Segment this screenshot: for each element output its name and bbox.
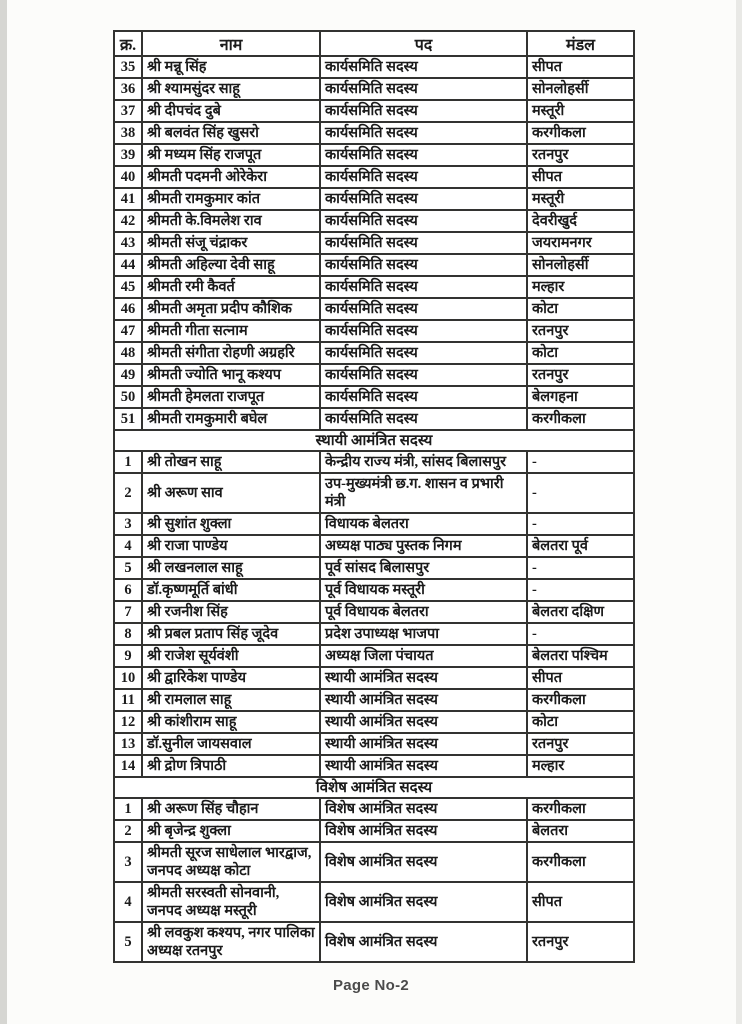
serial-cell: 47 (114, 320, 142, 342)
serial-cell: 51 (114, 408, 142, 430)
table-row (114, 755, 634, 777)
name-cell: श्रीमती रमी कैवर्त (142, 276, 320, 298)
mandal-cell: करगीकला (527, 798, 634, 820)
mandal-cell: - (527, 451, 634, 473)
name-cell: श्रीमती हेमलता राजपूत (142, 386, 320, 408)
mandal-cell: मल्हार (527, 755, 634, 777)
mandal-cell: - (527, 623, 634, 645)
mandal-cell: रतनपुर (527, 144, 634, 166)
name-cell: श्रीमती ज्योति भानू कश्यप (142, 364, 320, 386)
table-row (114, 689, 634, 711)
name-cell: श्री लवकुश कश्यप, नगर पालिका अध्यक्ष रतनपुर (142, 922, 320, 962)
name-cell: श्री मन्नू सिंह (142, 56, 320, 78)
mandal-cell: बेलतरा पूर्व (527, 535, 634, 557)
post-cell: कार्यसमिति सदस्य (320, 298, 527, 320)
table-row (114, 557, 634, 579)
table-row (114, 645, 634, 667)
mandal-cell: सोनलोहर्सी (527, 78, 634, 100)
table-row (114, 623, 634, 645)
post-cell: प्रदेश उपाध्यक्ष भाजपा (320, 623, 527, 645)
table-row (114, 188, 634, 210)
serial-cell: 4 (114, 882, 142, 922)
post-cell: अध्यक्ष जिला पंचायत (320, 645, 527, 667)
table-row (114, 386, 634, 408)
mandal-cell: करगीकला (527, 842, 634, 882)
name-cell: श्रीमती अहिल्या देवी साहू (142, 254, 320, 276)
mandal-cell: मस्तूरी (527, 188, 634, 210)
mandal-cell: रतनपुर (527, 320, 634, 342)
post-cell: पूर्व सांसद बिलासपुर (320, 557, 527, 579)
post-cell: पूर्व विधायक मस्तूरी (320, 579, 527, 601)
post-cell: स्थायी आमंत्रित सदस्य (320, 689, 527, 711)
serial-cell: 49 (114, 364, 142, 386)
table-row (114, 408, 634, 430)
scan-edge-right (736, 0, 742, 1024)
name-cell: श्री कांशीराम साहू (142, 711, 320, 733)
serial-cell: 14 (114, 755, 142, 777)
post-cell: कार्यसमिति सदस्य (320, 408, 527, 430)
name-cell: श्रीमती रामकुमार कांत (142, 188, 320, 210)
table-row (114, 842, 634, 882)
serial-cell: 8 (114, 623, 142, 645)
post-cell: स्थायी आमंत्रित सदस्य (320, 733, 527, 755)
mandal-cell: देवरीखुर्द (527, 210, 634, 232)
table-row (114, 210, 634, 232)
mandal-cell: सीपत (527, 882, 634, 922)
serial-cell: 38 (114, 122, 142, 144)
members-table-body (114, 56, 634, 962)
table-row (114, 922, 634, 962)
mandal-cell: - (527, 473, 634, 513)
post-cell: विशेष आमंत्रित सदस्य (320, 820, 527, 842)
scan-edge-left (0, 0, 7, 1024)
serial-cell: 13 (114, 733, 142, 755)
name-cell: श्री सुशांत शुक्ला (142, 513, 320, 535)
name-cell: श्रीमती संगीता रोहणी अग्रहरि (142, 342, 320, 364)
serial-cell: 1 (114, 451, 142, 473)
name-cell: श्री द्रोण त्रिपाठी (142, 755, 320, 777)
mandal-cell: करगीकला (527, 122, 634, 144)
name-cell: श्रीमती सूरज साधेलाल भारद्वाज, जनपद अध्यक्ष कोटा (142, 842, 320, 882)
name-cell: श्रीमती के.विमलेश राव (142, 210, 320, 232)
serial-cell: 45 (114, 276, 142, 298)
serial-cell: 2 (114, 820, 142, 842)
serial-cell: 5 (114, 557, 142, 579)
post-cell: कार्यसमिति सदस्य (320, 320, 527, 342)
table-row (114, 122, 634, 144)
serial-cell: 10 (114, 667, 142, 689)
mandal-cell: कोटा (527, 298, 634, 320)
serial-cell: 11 (114, 689, 142, 711)
serial-cell: 43 (114, 232, 142, 254)
mandal-cell: - (527, 557, 634, 579)
table-row (114, 601, 634, 623)
section-title: विशेष आमंत्रित सदस्य (114, 777, 634, 798)
table-row (114, 166, 634, 188)
section-header-row (114, 430, 634, 451)
name-cell: डॉ.कृष्णमूर्ति बांधी (142, 579, 320, 601)
mandal-cell: बेलतरा (527, 820, 634, 842)
serial-cell: 3 (114, 513, 142, 535)
members-table (113, 30, 635, 963)
post-cell: कार्यसमिति सदस्य (320, 342, 527, 364)
table-row (114, 276, 634, 298)
name-cell: श्रीमती संजू चंद्राकर (142, 232, 320, 254)
name-cell: श्री श्यामसुंदर साहू (142, 78, 320, 100)
serial-cell: 7 (114, 601, 142, 623)
name-cell: श्री दीपचंद दुबे (142, 100, 320, 122)
name-cell: श्री रजनीश सिंह (142, 601, 320, 623)
serial-cell: 48 (114, 342, 142, 364)
table-row (114, 254, 634, 276)
mandal-cell: बेलतरा पश्चिम (527, 645, 634, 667)
serial-cell: 36 (114, 78, 142, 100)
post-cell: विशेष आमंत्रित सदस्य (320, 922, 527, 962)
post-cell: कार्यसमिति सदस्य (320, 122, 527, 144)
page-number: Page No-2 (332, 977, 410, 994)
name-cell: श्री मध्यम सिंह राजपूत (142, 144, 320, 166)
serial-cell: 3 (114, 842, 142, 882)
column-header-serial: क्र. (114, 31, 142, 56)
table-row (114, 144, 634, 166)
table-row (114, 100, 634, 122)
column-header-post: पद (320, 31, 527, 56)
table-row (114, 298, 634, 320)
post-cell: कार्यसमिति सदस्य (320, 276, 527, 298)
post-cell: केन्द्रीय राज्य मंत्री, सांसद बिलासपुर (320, 451, 527, 473)
table-row (114, 798, 634, 820)
mandal-cell: करगीकला (527, 689, 634, 711)
post-cell: विशेष आमंत्रित सदस्य (320, 842, 527, 882)
name-cell: श्री बलवंत सिंह खुसरो (142, 122, 320, 144)
post-cell: कार्यसमिति सदस्य (320, 386, 527, 408)
name-cell: श्री राजा पाण्डेय (142, 535, 320, 557)
name-cell: श्रीमती सरस्वती सोनवानी, जनपद अध्यक्ष मस्तूरी (142, 882, 320, 922)
serial-cell: 50 (114, 386, 142, 408)
serial-cell: 12 (114, 711, 142, 733)
table-row (114, 513, 634, 535)
mandal-cell: रतनपुर (527, 922, 634, 962)
post-cell: विशेष आमंत्रित सदस्य (320, 798, 527, 820)
table-row (114, 473, 634, 513)
table-row (114, 451, 634, 473)
serial-cell: 39 (114, 144, 142, 166)
serial-cell: 9 (114, 645, 142, 667)
name-cell: डॉ.सुनील जायसवाल (142, 733, 320, 755)
table-row (114, 535, 634, 557)
serial-cell: 6 (114, 579, 142, 601)
section-header-row (114, 777, 634, 798)
post-cell: स्थायी आमंत्रित सदस्य (320, 667, 527, 689)
mandal-cell: रतनपुर (527, 733, 634, 755)
post-cell: विधायक बेलतरा (320, 513, 527, 535)
name-cell: श्री बृजेन्द्र शुक्ला (142, 820, 320, 842)
section-title: स्थायी आमंत्रित सदस्य (114, 430, 634, 451)
table-row (114, 232, 634, 254)
name-cell: श्रीमती पदमनी ओरेकेरा (142, 166, 320, 188)
serial-cell: 4 (114, 535, 142, 557)
mandal-cell: - (527, 513, 634, 535)
name-cell: श्रीमती गीता सत्नाम (142, 320, 320, 342)
table-row (114, 711, 634, 733)
name-cell: श्री राजेश सूर्यवंशी (142, 645, 320, 667)
serial-cell: 40 (114, 166, 142, 188)
table-row (114, 342, 634, 364)
table-row (114, 820, 634, 842)
mandal-cell: सीपत (527, 166, 634, 188)
table-row (114, 56, 634, 78)
name-cell: श्रीमती रामकुमारी बघेल (142, 408, 320, 430)
name-cell: श्री प्रबल प्रताप सिंह जूदेव (142, 623, 320, 645)
mandal-cell: बेलगहना (527, 386, 634, 408)
column-header-mandal: मंडल (527, 31, 634, 56)
mandal-cell: सोनलोहर्सी (527, 254, 634, 276)
table-row (114, 364, 634, 386)
post-cell: अध्यक्ष पाठ्य पुस्तक निगम (320, 535, 527, 557)
serial-cell: 44 (114, 254, 142, 276)
mandal-cell: मस्तूरी (527, 100, 634, 122)
post-cell: कार्यसमिति सदस्य (320, 56, 527, 78)
serial-cell: 41 (114, 188, 142, 210)
table-row (114, 320, 634, 342)
table-row (114, 733, 634, 755)
table-row (114, 667, 634, 689)
serial-cell: 37 (114, 100, 142, 122)
post-cell: कार्यसमिति सदस्य (320, 364, 527, 386)
post-cell: कार्यसमिति सदस्य (320, 166, 527, 188)
mandal-cell: रतनपुर (527, 364, 634, 386)
name-cell: श्री रामलाल साहू (142, 689, 320, 711)
post-cell: कार्यसमिति सदस्य (320, 100, 527, 122)
mandal-cell: बेलतरा दक्षिण (527, 601, 634, 623)
post-cell: कार्यसमिति सदस्य (320, 144, 527, 166)
post-cell: स्थायी आमंत्रित सदस्य (320, 755, 527, 777)
serial-cell: 46 (114, 298, 142, 320)
column-header-name: नाम (142, 31, 320, 56)
name-cell: श्री तोखन साहू (142, 451, 320, 473)
post-cell: कार्यसमिति सदस्य (320, 254, 527, 276)
mandal-cell: - (527, 579, 634, 601)
mandal-cell: करगीकला (527, 408, 634, 430)
post-cell: उप-मुख्यमंत्री छ.ग. शासन व प्रभारी मंत्री (320, 473, 527, 513)
serial-cell: 1 (114, 798, 142, 820)
mandal-cell: सीपत (527, 56, 634, 78)
post-cell: पूर्व विधायक बेलतरा (320, 601, 527, 623)
name-cell: श्री लखनलाल साहू (142, 557, 320, 579)
mandal-cell: जयरामनगर (527, 232, 634, 254)
table-row (114, 78, 634, 100)
mandal-cell: सीपत (527, 667, 634, 689)
post-cell: स्थायी आमंत्रित सदस्य (320, 711, 527, 733)
post-cell: कार्यसमिति सदस्य (320, 78, 527, 100)
mandal-cell: कोटा (527, 342, 634, 364)
post-cell: विशेष आमंत्रित सदस्य (320, 882, 527, 922)
serial-cell: 35 (114, 56, 142, 78)
post-cell: कार्यसमिति सदस्य (320, 188, 527, 210)
name-cell: श्रीमती अमृता प्रदीप कौशिक (142, 298, 320, 320)
table-row (114, 579, 634, 601)
serial-cell: 2 (114, 473, 142, 513)
serial-cell: 5 (114, 922, 142, 962)
mandal-cell: मल्हार (527, 276, 634, 298)
mandal-cell: कोटा (527, 711, 634, 733)
serial-cell: 42 (114, 210, 142, 232)
table-header-row (114, 31, 634, 56)
name-cell: श्री द्वारिकेश पाण्डेय (142, 667, 320, 689)
name-cell: श्री अरूण सिंह चौहान (142, 798, 320, 820)
post-cell: कार्यसमिति सदस्य (320, 210, 527, 232)
name-cell: श्री अरूण साव (142, 473, 320, 513)
table-row (114, 882, 634, 922)
post-cell: कार्यसमिति सदस्य (320, 232, 527, 254)
